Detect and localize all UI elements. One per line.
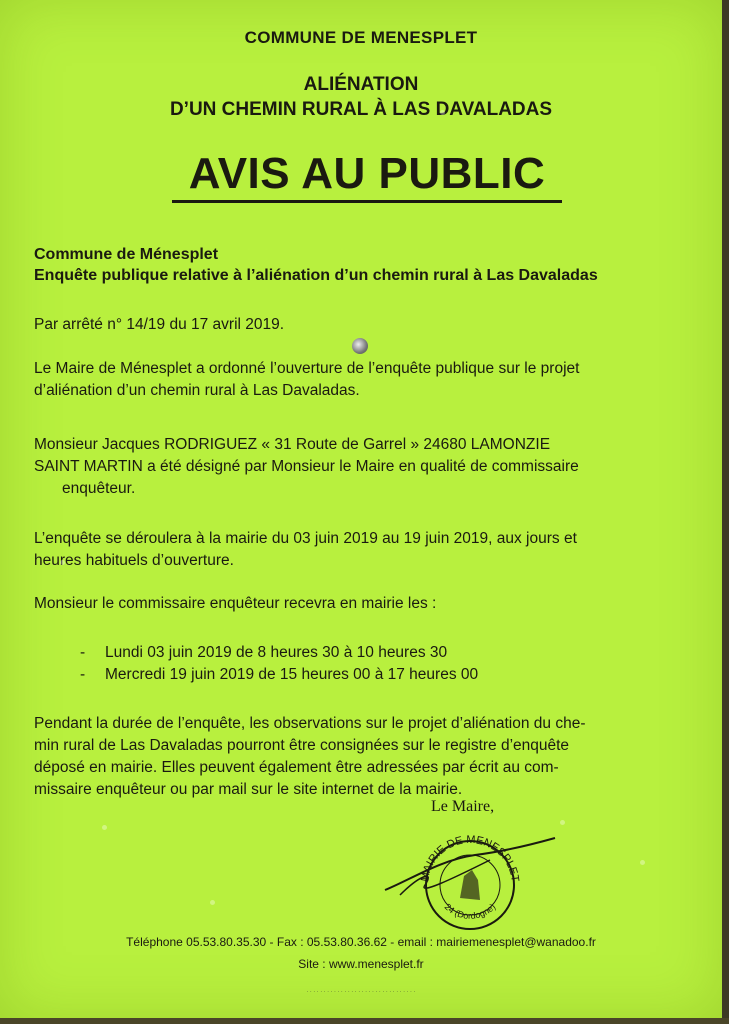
footer-contact: Téléphone 05.53.80.35.30 - Fax : 05.53.80.36.62 - email : mairiemenesplet@wanadoo.fr [126, 935, 596, 949]
paragraph-5-line-2: min rural de Las Davaladas pourront être consignées sur le registre d’enquête [34, 737, 570, 754]
paragraph-3-line-1: L’enquête se déroulera à la mairie du 03 juin 2019 au 19 juin 2019, aux jours et [34, 530, 577, 547]
water-droplet [60, 560, 65, 565]
session-item: - Mercredi 19 juin 2019 de 15 heures 00 à 17 heures 00 [80, 666, 479, 683]
commune-header: COMMUNE DE MENESPLET [244, 28, 478, 47]
arrete-line: Par arrêté n° 14/19 du 17 avril 2019. [34, 316, 285, 333]
session-text: Lundi 03 juin 2019 de 8 heures 30 à 10 heures 30 [105, 644, 448, 661]
paragraph-3-line-2: heures habituels d’ouverture. [34, 552, 234, 569]
paragraph-1-line-2: d’aliénation d’un chemin rural à Las Davaladas. [34, 382, 360, 399]
footer-fine-print: · · · · · · · · · · · · · · · · · · · · · · · · · · · · · · · · [306, 989, 416, 995]
paragraph-4: Monsieur le commissaire enquêteur recevra en mairie les : [34, 595, 437, 612]
water-droplet [210, 900, 215, 905]
paragraph-2-line-3: enquêteur. [62, 480, 136, 497]
board-frame-right [722, 0, 729, 1024]
board-frame-bottom [0, 1018, 729, 1024]
paragraph-5-line-4: missaire enquêteur ou par mail sur le site internet de la mairie. [34, 781, 463, 798]
paragraph-2-line-1: Monsieur Jacques RODRIGUEZ « 31 Route de Garrel » 24680 LAMONZIE [34, 436, 551, 453]
page-title: AVIS AU PUBLIC [172, 148, 562, 203]
paragraph-5-line-3: déposé en mairie. Elles peuvent également être adressées par écrit au com- [34, 759, 559, 776]
paragraph-1-line-1: Le Maire de Ménesplet a ordonné l’ouverture de l’enquête publique sur le projet [34, 360, 580, 377]
water-droplet [102, 825, 107, 830]
stamp-text: MAIRIE DE MENESPLET [418, 833, 521, 883]
stamp-emblem [460, 870, 480, 900]
session-item: - Lundi 03 juin 2019 de 8 heures 30 à 10 heures 30 [80, 644, 448, 661]
footer-website: Site : www.menesplet.fr [298, 957, 424, 971]
subheading-commune: Commune de Ménesplet [34, 246, 219, 263]
paragraph-5-line-1: Pendant la durée de l’enquête, les observations sur le projet d’aliénation du che- [34, 715, 586, 732]
water-droplet [640, 860, 645, 865]
stamp-subtext: 24 (Dordogne) [442, 901, 498, 921]
alienation-title-line2: D’UN CHEMIN RURAL À LAS DAVALADAS [169, 99, 553, 120]
signature-label: Le Maire, [431, 798, 495, 815]
alienation-title-line1: ALIÉNATION [303, 74, 419, 95]
session-text: Mercredi 19 juin 2019 de 15 heures 00 à 17 heures 00 [105, 666, 479, 683]
water-droplet [560, 820, 565, 825]
pushpin [352, 338, 368, 354]
paragraph-2-line-2: SAINT MARTIN a été désigné par Monsieur le Maire en qualité de commissaire [34, 458, 579, 475]
water-droplet [440, 110, 445, 115]
subheading-enquete: Enquête publique relative à l’aliénation d’un chemin rural à Las Davaladas [34, 267, 598, 284]
mayor-stamp-signature [380, 820, 570, 930]
